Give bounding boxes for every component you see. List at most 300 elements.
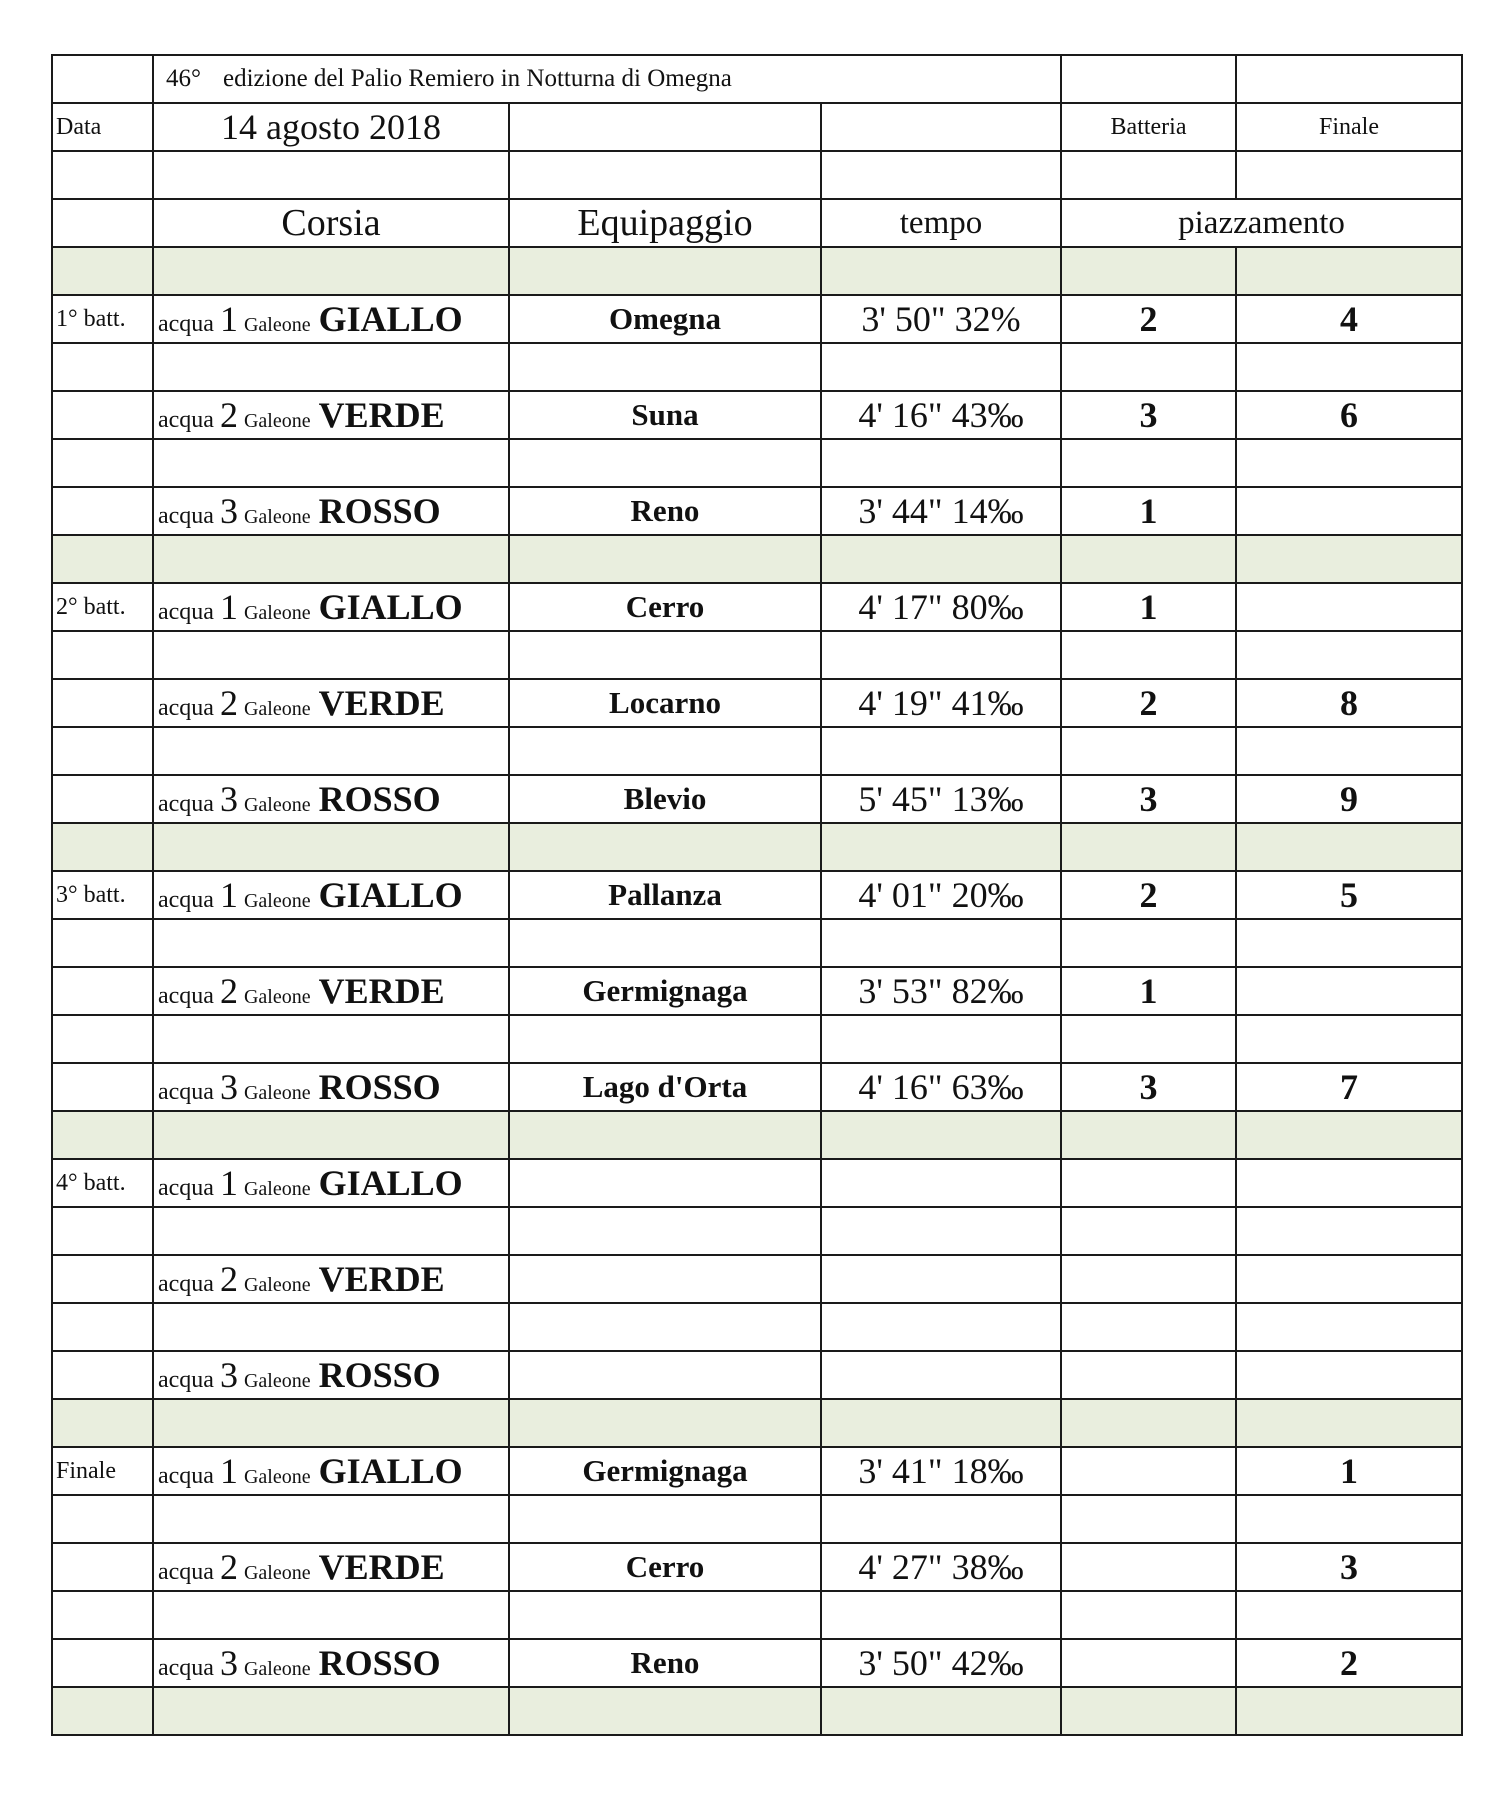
team-name	[509, 1159, 821, 1207]
empty-cell	[509, 343, 821, 391]
lane-number: 1	[219, 1451, 238, 1491]
lane-row	[52, 1639, 1462, 1687]
separator-cell	[1061, 823, 1236, 871]
empty-cell	[52, 1015, 153, 1063]
team-name: Lago d'Orta	[509, 1063, 821, 1111]
lane-galeone: Galeone	[243, 890, 311, 912]
separator-cell	[52, 1399, 153, 1447]
empty-cell	[153, 631, 509, 679]
blank-row	[52, 631, 1462, 679]
empty-cell	[1236, 631, 1462, 679]
race-time: 3' 50" 42‰	[821, 1639, 1061, 1687]
race-time: 4' 01" 20‰	[821, 871, 1061, 919]
lane-row	[52, 775, 1462, 823]
lane-row	[52, 1447, 1462, 1495]
batteria-place: 1	[1061, 583, 1236, 631]
race-time: 4' 16" 43‰	[821, 391, 1061, 439]
blank-row	[52, 1495, 1462, 1543]
lane-number: 2	[219, 1547, 238, 1587]
col-piazzamento: piazzamento	[1061, 199, 1462, 247]
empty-cell	[1061, 1303, 1236, 1351]
lane-number: 2	[219, 395, 238, 435]
batteria-place: 2	[1061, 295, 1236, 343]
team-name: Omegna	[509, 295, 821, 343]
separator-cell	[509, 1687, 821, 1735]
empty-cell	[1061, 727, 1236, 775]
empty-cell	[1061, 439, 1236, 487]
lane-color: GIALLO	[318, 1451, 463, 1491]
race-label: 4° batt.	[52, 1159, 153, 1207]
lane-color: ROSSO	[318, 491, 441, 531]
blank-row	[52, 343, 1462, 391]
separator-cell	[821, 1399, 1061, 1447]
separator-cell	[153, 247, 509, 295]
empty-cell	[1236, 727, 1462, 775]
empty-cell	[153, 343, 509, 391]
empty-cell	[1236, 55, 1462, 103]
empty-cell	[509, 1591, 821, 1639]
race-time	[821, 1255, 1061, 1303]
empty-cell	[1236, 1207, 1462, 1255]
empty-cell	[821, 343, 1061, 391]
lane-galeone: Galeone	[243, 1658, 311, 1680]
empty-cell	[821, 1591, 1061, 1639]
date-label: Data	[52, 103, 153, 151]
date-value: 14 agosto 2018	[153, 103, 509, 151]
separator-cell	[509, 1399, 821, 1447]
lane-cell	[153, 775, 509, 823]
separator-cell	[821, 1687, 1061, 1735]
lane-cell	[153, 1543, 509, 1591]
empty-cell	[509, 631, 821, 679]
team-name: Germignaga	[509, 1447, 821, 1495]
empty-cell	[52, 1063, 153, 1111]
lane-row	[52, 871, 1462, 919]
lane-acqua: acqua	[158, 1463, 214, 1489]
blank-row	[52, 727, 1462, 775]
finale-place: 1	[1236, 1447, 1462, 1495]
empty-cell	[52, 487, 153, 535]
lane-row	[52, 1159, 1462, 1207]
empty-cell	[1061, 1495, 1236, 1543]
empty-cell	[1061, 1015, 1236, 1063]
empty-cell	[1236, 1591, 1462, 1639]
lane-number: 2	[219, 683, 238, 723]
lane-galeone: Galeone	[243, 1274, 311, 1296]
team-name: Suna	[509, 391, 821, 439]
race-time	[821, 1351, 1061, 1399]
race-label: Finale	[52, 1447, 153, 1495]
lane-acqua: acqua	[158, 983, 214, 1009]
lane-row	[52, 1063, 1462, 1111]
finale-place: 6	[1236, 391, 1462, 439]
separator-cell	[1236, 1399, 1462, 1447]
race-time: 3' 41" 18‰	[821, 1447, 1061, 1495]
empty-cell	[52, 1351, 153, 1399]
team-name: Cerro	[509, 583, 821, 631]
empty-cell	[52, 1255, 153, 1303]
batteria-place: 3	[1061, 775, 1236, 823]
empty-cell	[821, 1303, 1061, 1351]
finale-place: 3	[1236, 1543, 1462, 1591]
empty-cell	[1061, 1591, 1236, 1639]
lane-cell	[153, 1447, 509, 1495]
lane-color: ROSSO	[318, 1067, 441, 1107]
finale-place	[1236, 487, 1462, 535]
lane-galeone: Galeone	[243, 410, 311, 432]
empty-cell	[52, 343, 153, 391]
empty-cell	[1061, 631, 1236, 679]
separator-row	[52, 1399, 1462, 1447]
empty-cell	[52, 439, 153, 487]
batteria-place: 3	[1061, 391, 1236, 439]
finale-place: 9	[1236, 775, 1462, 823]
batteria-place	[1061, 1543, 1236, 1591]
lane-number: 2	[219, 1259, 238, 1299]
lane-galeone: Galeone	[243, 986, 311, 1008]
empty-cell	[821, 439, 1061, 487]
lane-galeone: Galeone	[243, 698, 311, 720]
empty-cell	[821, 727, 1061, 775]
empty-cell	[821, 151, 1061, 199]
separator-cell	[509, 823, 821, 871]
batteria-place: 3	[1061, 1063, 1236, 1111]
lane-number: 3	[219, 1067, 238, 1107]
lane-acqua: acqua	[158, 695, 214, 721]
lane-color: GIALLO	[318, 587, 463, 627]
col-corsia: Corsia	[153, 199, 509, 247]
empty-cell	[52, 151, 153, 199]
batteria-place	[1061, 1447, 1236, 1495]
finale-place: 7	[1236, 1063, 1462, 1111]
batteria-place: 2	[1061, 679, 1236, 727]
lane-galeone: Galeone	[243, 314, 311, 336]
separator-cell	[509, 1111, 821, 1159]
team-name: Cerro	[509, 1543, 821, 1591]
empty-cell	[52, 1639, 153, 1687]
blank-row	[52, 919, 1462, 967]
lane-acqua: acqua	[158, 407, 214, 433]
team-name: Pallanza	[509, 871, 821, 919]
separator-row	[52, 247, 1462, 295]
batteria-place: 1	[1061, 487, 1236, 535]
col-equipaggio: Equipaggio	[509, 199, 821, 247]
finale-place	[1236, 1351, 1462, 1399]
empty-cell	[1061, 55, 1236, 103]
empty-cell	[821, 1207, 1061, 1255]
separator-cell	[52, 1111, 153, 1159]
lane-row	[52, 1351, 1462, 1399]
lane-row	[52, 583, 1462, 631]
lane-color: VERDE	[318, 1547, 445, 1587]
separator-cell	[821, 1111, 1061, 1159]
lane-acqua: acqua	[158, 599, 214, 625]
empty-cell	[153, 727, 509, 775]
lane-color: ROSSO	[318, 1643, 441, 1683]
lane-cell	[153, 967, 509, 1015]
empty-cell	[52, 391, 153, 439]
blank-row	[52, 1303, 1462, 1351]
empty-cell	[509, 1303, 821, 1351]
separator-cell	[1236, 247, 1462, 295]
lane-color: VERDE	[318, 683, 445, 723]
empty-cell	[153, 151, 509, 199]
lane-row	[52, 487, 1462, 535]
batteria-place	[1061, 1159, 1236, 1207]
empty-cell	[153, 1591, 509, 1639]
lane-color: GIALLO	[318, 875, 463, 915]
separator-cell	[1061, 1399, 1236, 1447]
separator-cell	[52, 1687, 153, 1735]
lane-cell	[153, 1351, 509, 1399]
empty-cell	[52, 1495, 153, 1543]
empty-cell	[52, 679, 153, 727]
empty-cell	[153, 919, 509, 967]
empty-cell	[1236, 151, 1462, 199]
lane-cell	[153, 1159, 509, 1207]
empty-cell	[821, 103, 1061, 151]
batteria-label: Batteria	[1061, 103, 1236, 151]
separator-cell	[1236, 1111, 1462, 1159]
lane-number: 2	[219, 971, 238, 1011]
team-name: Locarno	[509, 679, 821, 727]
race-time: 3' 50" 32%	[821, 295, 1061, 343]
finale-place	[1236, 967, 1462, 1015]
empty-cell	[509, 919, 821, 967]
separator-row	[52, 823, 1462, 871]
finale-label: Finale	[1236, 103, 1462, 151]
lane-galeone: Galeone	[243, 506, 311, 528]
lane-cell	[153, 1639, 509, 1687]
empty-cell	[52, 775, 153, 823]
edition-title	[153, 55, 1061, 103]
race-time: 4' 16" 63‰	[821, 1063, 1061, 1111]
batteria-place	[1061, 1351, 1236, 1399]
batteria-place	[1061, 1639, 1236, 1687]
lane-color: VERDE	[318, 971, 445, 1011]
separator-row	[52, 1687, 1462, 1735]
batteria-place: 1	[1061, 967, 1236, 1015]
date-row	[52, 103, 1462, 151]
empty-cell	[52, 55, 153, 103]
empty-cell	[52, 631, 153, 679]
lane-number: 1	[219, 875, 238, 915]
results-sheet	[51, 54, 1463, 1736]
separator-cell	[1236, 823, 1462, 871]
lane-number: 1	[219, 587, 238, 627]
lane-galeone: Galeone	[243, 1082, 311, 1104]
empty-cell	[52, 1543, 153, 1591]
team-name: Blevio	[509, 775, 821, 823]
separator-cell	[1236, 1687, 1462, 1735]
lane-acqua: acqua	[158, 1559, 214, 1585]
empty-cell	[52, 1591, 153, 1639]
lane-acqua: acqua	[158, 311, 214, 337]
empty-cell	[509, 439, 821, 487]
lane-number: 3	[219, 491, 238, 531]
batteria-place: 2	[1061, 871, 1236, 919]
lane-row	[52, 1543, 1462, 1591]
separator-cell	[52, 247, 153, 295]
separator-cell	[509, 247, 821, 295]
lane-row	[52, 1255, 1462, 1303]
finale-place: 2	[1236, 1639, 1462, 1687]
empty-cell	[153, 1015, 509, 1063]
empty-cell	[52, 919, 153, 967]
separator-cell	[153, 823, 509, 871]
separator-cell	[1236, 535, 1462, 583]
separator-cell	[153, 1687, 509, 1735]
empty-cell	[509, 1207, 821, 1255]
blank-row	[52, 151, 1462, 199]
lane-color: VERDE	[318, 1259, 445, 1299]
lane-acqua: acqua	[158, 1655, 214, 1681]
empty-cell	[1061, 151, 1236, 199]
finale-place: 8	[1236, 679, 1462, 727]
race-time: 3' 53" 82‰	[821, 967, 1061, 1015]
lane-row	[52, 391, 1462, 439]
separator-cell	[1061, 247, 1236, 295]
finale-place	[1236, 1255, 1462, 1303]
empty-cell	[153, 1303, 509, 1351]
lane-acqua: acqua	[158, 503, 214, 529]
empty-cell	[1236, 1495, 1462, 1543]
blank-row	[52, 1015, 1462, 1063]
separator-cell	[1061, 1111, 1236, 1159]
lane-color: ROSSO	[318, 779, 441, 819]
lane-cell	[153, 1255, 509, 1303]
separator-cell	[821, 247, 1061, 295]
lane-acqua: acqua	[158, 1175, 214, 1201]
lane-cell	[153, 679, 509, 727]
empty-cell	[509, 1495, 821, 1543]
lane-galeone: Galeone	[243, 1178, 311, 1200]
empty-cell	[509, 1015, 821, 1063]
finale-place: 5	[1236, 871, 1462, 919]
race-label: 1° batt.	[52, 295, 153, 343]
separator-row	[52, 1111, 1462, 1159]
empty-cell	[1061, 1207, 1236, 1255]
separator-cell	[1061, 1687, 1236, 1735]
team-name	[509, 1255, 821, 1303]
lane-color: GIALLO	[318, 1163, 463, 1203]
edition-number: 46°	[166, 65, 201, 92]
race-time: 5' 45" 13‰	[821, 775, 1061, 823]
empty-cell	[1236, 343, 1462, 391]
empty-cell	[1236, 919, 1462, 967]
lane-cell	[153, 295, 509, 343]
empty-cell	[1236, 439, 1462, 487]
empty-cell	[1061, 919, 1236, 967]
finale-place	[1236, 1159, 1462, 1207]
race-label: 2° batt.	[52, 583, 153, 631]
empty-cell	[821, 1495, 1061, 1543]
blank-row	[52, 1207, 1462, 1255]
team-name: Reno	[509, 487, 821, 535]
separator-cell	[821, 535, 1061, 583]
lane-cell	[153, 1063, 509, 1111]
lane-cell	[153, 871, 509, 919]
separator-cell	[1061, 535, 1236, 583]
lane-number: 1	[219, 1163, 238, 1203]
empty-cell	[509, 103, 821, 151]
separator-cell	[821, 823, 1061, 871]
lane-number: 3	[219, 1643, 238, 1683]
empty-cell	[1236, 1303, 1462, 1351]
lane-number: 3	[219, 779, 238, 819]
column-header-row	[52, 199, 1462, 247]
race-time: 4' 19" 41‰	[821, 679, 1061, 727]
empty-cell	[52, 727, 153, 775]
separator-cell	[509, 535, 821, 583]
lane-row	[52, 679, 1462, 727]
empty-cell	[52, 1207, 153, 1255]
lane-color: ROSSO	[318, 1355, 441, 1395]
edition-row	[52, 55, 1462, 103]
lane-row	[52, 967, 1462, 1015]
edition-text: edizione del Palio Remiero in Notturna di Omegna	[223, 65, 732, 92]
finale-place	[1236, 583, 1462, 631]
separator-cell	[153, 535, 509, 583]
sheet-body	[52, 55, 1462, 1735]
race-time	[821, 1159, 1061, 1207]
lane-row	[52, 295, 1462, 343]
empty-cell	[1236, 1015, 1462, 1063]
lane-number: 1	[219, 299, 238, 339]
team-name: Reno	[509, 1639, 821, 1687]
empty-cell	[52, 1303, 153, 1351]
lane-galeone: Galeone	[243, 794, 311, 816]
lane-acqua: acqua	[158, 1271, 214, 1297]
empty-cell	[153, 439, 509, 487]
separator-cell	[153, 1399, 509, 1447]
team-name	[509, 1351, 821, 1399]
lane-color: GIALLO	[318, 299, 463, 339]
separator-cell	[52, 535, 153, 583]
race-time: 4' 17" 80‰	[821, 583, 1061, 631]
race-time: 4' 27" 38‰	[821, 1543, 1061, 1591]
empty-cell	[821, 631, 1061, 679]
lane-acqua: acqua	[158, 791, 214, 817]
lane-acqua: acqua	[158, 1367, 214, 1393]
empty-cell	[821, 919, 1061, 967]
empty-cell	[52, 199, 153, 247]
empty-cell	[509, 727, 821, 775]
lane-cell	[153, 583, 509, 631]
empty-cell	[153, 1207, 509, 1255]
finale-place: 4	[1236, 295, 1462, 343]
blank-row	[52, 1591, 1462, 1639]
team-name: Germignaga	[509, 967, 821, 1015]
lane-cell	[153, 487, 509, 535]
empty-cell	[821, 1015, 1061, 1063]
empty-cell	[153, 1495, 509, 1543]
lane-galeone: Galeone	[243, 1370, 311, 1392]
lane-number: 3	[219, 1355, 238, 1395]
lane-galeone: Galeone	[243, 602, 311, 624]
lane-acqua: acqua	[158, 1079, 214, 1105]
separator-row	[52, 535, 1462, 583]
separator-cell	[52, 823, 153, 871]
empty-cell	[509, 151, 821, 199]
lane-galeone: Galeone	[243, 1466, 311, 1488]
separator-cell	[153, 1111, 509, 1159]
col-tempo: tempo	[821, 199, 1061, 247]
empty-cell	[52, 967, 153, 1015]
lane-galeone: Galeone	[243, 1562, 311, 1584]
race-time: 3' 44" 14‰	[821, 487, 1061, 535]
blank-row	[52, 439, 1462, 487]
